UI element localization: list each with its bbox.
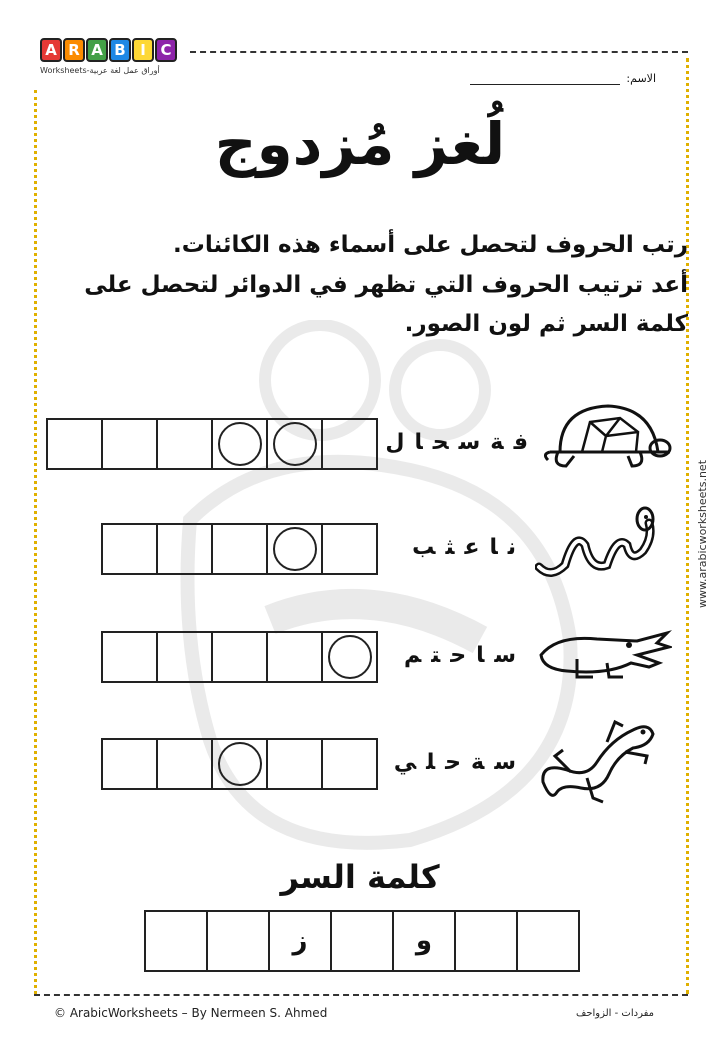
logo-letter: A bbox=[86, 38, 108, 62]
lizard-icon bbox=[537, 712, 662, 812]
secret-cell[interactable]: و bbox=[392, 912, 454, 970]
answer-cell[interactable] bbox=[156, 740, 211, 788]
arabic-worksheets-logo bbox=[40, 38, 185, 66]
secret-cell[interactable]: ز bbox=[268, 912, 330, 970]
answer-cell[interactable] bbox=[321, 525, 376, 573]
answer-cell[interactable] bbox=[211, 633, 266, 681]
circled-cell-marker bbox=[218, 742, 262, 786]
background-watermark-icon bbox=[150, 320, 600, 880]
page-title: لُغز مُزدوج bbox=[214, 110, 506, 178]
answer-cell[interactable] bbox=[101, 420, 156, 468]
footer-copyright: © ArabicWorksheets – By Nermeen S. Ahmed bbox=[54, 1006, 328, 1020]
scrambled-letter: ع bbox=[464, 535, 480, 560]
answer-cell[interactable] bbox=[156, 420, 211, 468]
answer-cell[interactable] bbox=[321, 740, 376, 788]
scrambled-letter: ن bbox=[507, 535, 516, 560]
scrambled-letter: ح bbox=[432, 430, 449, 455]
frame-bottom-border bbox=[34, 994, 688, 996]
scrambled-letter: ا bbox=[414, 430, 423, 455]
answer-cell[interactable] bbox=[321, 633, 376, 681]
answer-cell[interactable] bbox=[321, 420, 376, 468]
name-line[interactable] bbox=[470, 84, 620, 85]
answer-cell[interactable] bbox=[211, 420, 266, 468]
answer-cell[interactable] bbox=[266, 633, 321, 681]
footer-category: مفردات - الزواحف bbox=[575, 1008, 654, 1019]
answer-boxes-1 bbox=[46, 418, 378, 470]
scrambled-letter: ت bbox=[431, 643, 441, 668]
instruction-line-1: رتب الحروف لتحصل على أسماء هذه الكائنات. bbox=[172, 232, 688, 258]
logo-subtitle: Worksheets-أوراق عمل لغة عربية bbox=[40, 66, 160, 75]
snake-icon bbox=[535, 505, 660, 585]
circled-cell-marker bbox=[273, 527, 317, 571]
logo-letter: I bbox=[132, 38, 154, 62]
scrambled-letter: ح bbox=[445, 750, 462, 775]
scrambled-letter: ف bbox=[513, 430, 528, 455]
scrambled-letter: ب bbox=[412, 535, 436, 560]
answer-cell[interactable] bbox=[211, 525, 266, 573]
scrambled-letter: ل bbox=[385, 430, 405, 455]
answer-cell[interactable] bbox=[266, 420, 321, 468]
scrambled-letter: ث bbox=[445, 535, 455, 560]
scrambled-letters-2 bbox=[402, 535, 516, 560]
answer-boxes-4 bbox=[101, 738, 378, 790]
logo-letter: B bbox=[109, 38, 131, 62]
name-label: الاسم: bbox=[626, 72, 656, 85]
answer-cell[interactable] bbox=[103, 633, 156, 681]
frame-right-border bbox=[686, 58, 689, 994]
scrambled-letter: ة bbox=[490, 430, 504, 455]
side-url[interactable]: www.arabicworksheets.net bbox=[696, 459, 709, 608]
circled-cell-marker bbox=[328, 635, 372, 679]
answer-cell[interactable] bbox=[211, 740, 266, 788]
answer-boxes-2 bbox=[101, 523, 378, 575]
scrambled-letter: ا bbox=[476, 643, 485, 668]
answer-boxes-3 bbox=[101, 631, 378, 683]
scrambled-letter: ل bbox=[426, 750, 436, 775]
answer-cell[interactable] bbox=[103, 740, 156, 788]
answer-cell[interactable] bbox=[266, 740, 321, 788]
logo-letter: A bbox=[40, 38, 62, 62]
scrambled-letter: ة bbox=[471, 750, 485, 775]
secret-cell[interactable] bbox=[516, 912, 578, 970]
instruction-line-2: أعد ترتيب الحروف التي تظهر في الدوائر لتحصل على bbox=[84, 272, 688, 298]
circled-cell-marker bbox=[218, 422, 262, 466]
answer-cell[interactable] bbox=[48, 420, 101, 468]
scrambled-letter: ح bbox=[450, 643, 467, 668]
secret-word-boxes bbox=[144, 910, 580, 972]
scrambled-letters-1 bbox=[375, 430, 528, 455]
scrambled-letter: س bbox=[494, 750, 516, 775]
secret-word-title: كلمة السر bbox=[280, 858, 440, 896]
answer-cell[interactable] bbox=[103, 525, 156, 573]
secret-cell[interactable] bbox=[146, 912, 206, 970]
scrambled-letters-4 bbox=[384, 750, 516, 775]
scrambled-letter: س bbox=[458, 430, 481, 455]
secret-cell[interactable] bbox=[454, 912, 516, 970]
scrambled-letter: ا bbox=[489, 535, 498, 560]
answer-cell[interactable] bbox=[156, 633, 211, 681]
secret-cell[interactable] bbox=[330, 912, 392, 970]
crocodile-icon bbox=[537, 625, 672, 685]
scrambled-letters-3 bbox=[394, 643, 516, 668]
circled-cell-marker bbox=[273, 422, 317, 466]
answer-cell[interactable] bbox=[266, 525, 321, 573]
turtle-icon bbox=[540, 400, 675, 475]
secret-cell[interactable] bbox=[206, 912, 268, 970]
logo-letter: R bbox=[63, 38, 85, 62]
scrambled-letter: ي bbox=[393, 750, 417, 775]
frame-top-border bbox=[190, 51, 688, 53]
scrambled-letter: م bbox=[403, 643, 422, 668]
instruction-line-3: كلمة السر ثم لون الصور. bbox=[404, 311, 688, 337]
logo-letter: C bbox=[155, 38, 177, 62]
answer-cell[interactable] bbox=[156, 525, 211, 573]
scrambled-letter: س bbox=[494, 643, 516, 668]
